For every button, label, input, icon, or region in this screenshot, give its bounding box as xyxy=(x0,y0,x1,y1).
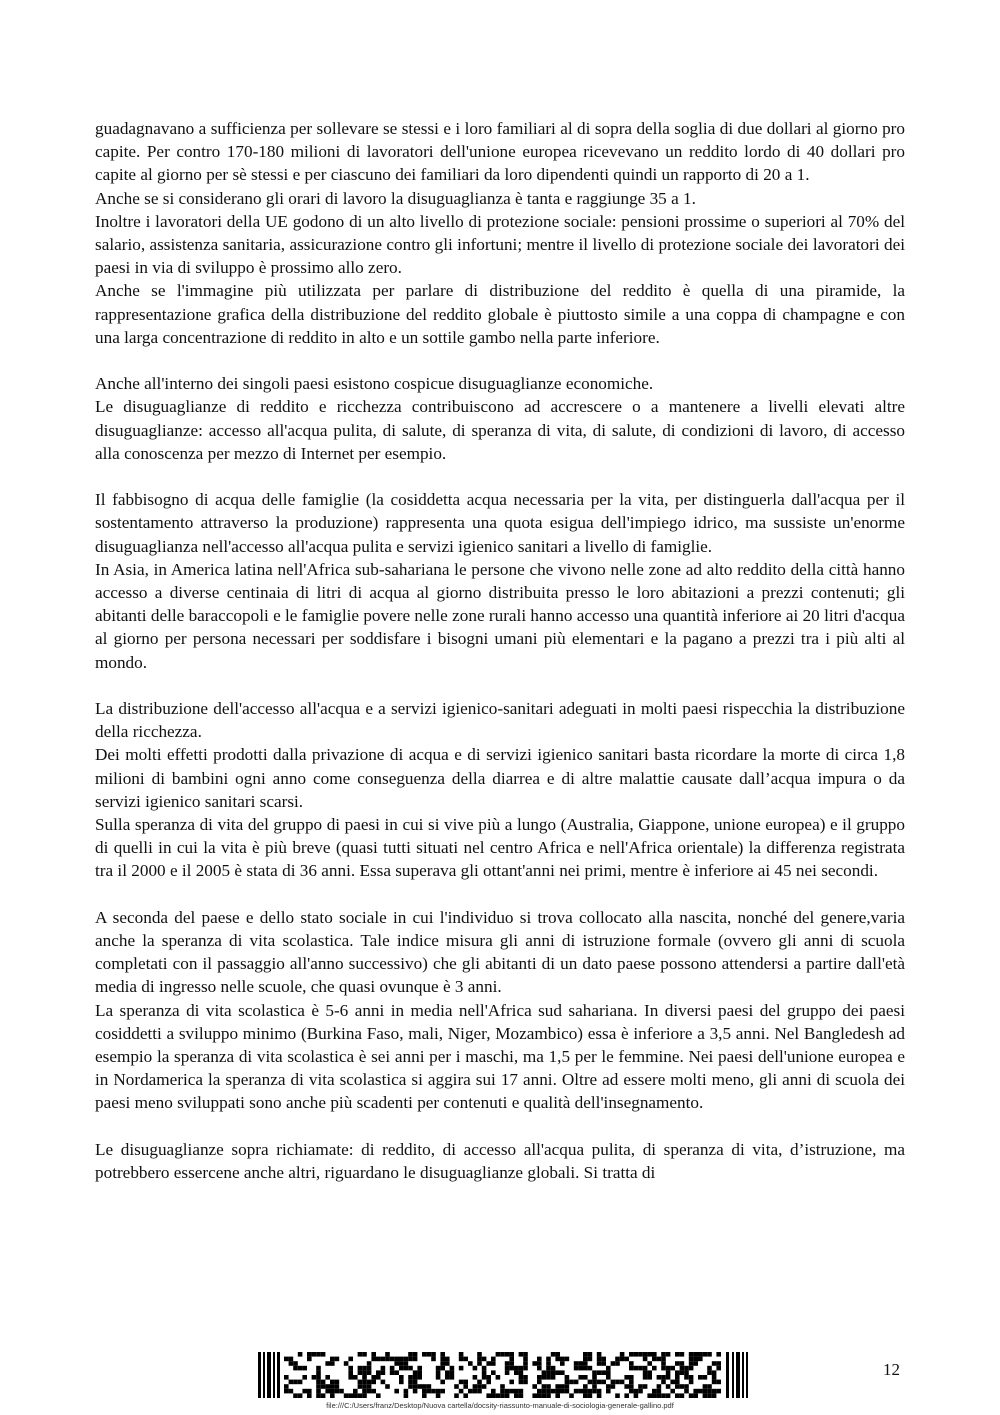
paragraph: Sulla speranza di vita del gruppo di paesi in cui si vive più a lungo (Australia, Giappone, unione europea) e il gruppo di quelli in cui la vita è più breve (quasi tutti situati nel centro Africa e nell'Africa orientale) la differenza registrata tra il 2000 e il 2005 è stata di 36 anni. Essa superava gli ottant'anni nei primi, mentre è inferiore ai 45 nei secondi. xyxy=(95,815,905,881)
paragraph: A seconda del paese e dello stato sociale in cui l'individuo si trova collocato alla nascita, nonché del genere,varia anche la speranza di vita scolastica. Tale indice misura gli anni di istruzione formale (ovvero gli anni di scuola completati con il passaggio all'anno successivo) che gli abitanti di un dato paese possono attendersi a partire dall'età media di ingresso nelle scuole, che quasi ovunque è 3 anni. xyxy=(95,907,905,997)
page-number: 12 xyxy=(883,1360,900,1379)
paragraph: La distribuzione dell'accesso all'acqua e a servizi igienico-sanitari adeguati in molti paesi rispecchia la distribuzione della ricchezza. xyxy=(95,699,905,742)
paragraph: guadagnavano a sufficienza per sollevare se stessi e i loro familiari al di sopra della soglia di due dollari al giorno pro capite. Per contro 170-180 milioni di lavoratori dell'unione europea ricevevano un reddito lordo di 40 dollari pro capite al giorno per sè stessi e per ciascuno dei familiari da loro dipendenti quindi un rapporto di 20 a 1. xyxy=(95,119,905,185)
paragraph: Le disuguaglianze di reddito e ricchezza contribuiscono ad accrescere o a mantenere a livelli elevati altre disuguaglianze: accesso all'acqua pulita, di salute, di speranza di vita, di salute, di condizioni di lavoro, di accesso alla conoscenza per mezzo di Internet per esempio. xyxy=(95,397,905,463)
paragraph: Anche all'interno dei singoli paesi esistono cospicue disuguaglianze economiche. xyxy=(95,374,654,394)
paragraph: Anche se l'immagine più utilizzata per parlare di distribuzione del reddito è quella di una piramide, la rappresentazione grafica della distribuzione del reddito globale è piuttosto simile a una coppa di champagne e con una larga concentrazione di reddito in alto e un sottile gambo nella parte inferiore. xyxy=(95,281,905,347)
barcode-icon xyxy=(258,1352,748,1398)
paragraph: Inoltre i lavoratori della UE godono di un alto livello di protezione sociale: pensioni prossime o superiori al 70% del salario, assistenza sanitaria, assicurazione contro gli infortuni; mentre il livello di protezione sociale dei lavoratori dei paesi in via di sviluppo è prossimo allo zero. xyxy=(95,211,905,278)
paragraph: Le disuguaglianze sopra richiamate: di reddito, di accesso all'acqua pulita, di speranza di vita, d’istruzione, ma potrebbero essercene anche altri, riguardano le disuguaglianze globali. Si tratta di xyxy=(95,1139,905,1183)
file-path: file:///C:/Users/franz/Desktop/Nuova cartella/docsity-riassunto-manuale-di-sociologia-generale-gallino.pdf xyxy=(326,1401,674,1410)
page-body xyxy=(95,117,905,1184)
paragraph: La speranza di vita scolastica è 5-6 anni in media nell'Africa sud sahariana. In diversi paesi del gruppo dei paesi cosiddetti a sviluppo minimo (Burkina Faso, mali, Niger, Mozambico) essa è inferiore a 3,5 anni. Nel Bangledesh ad esempio la speranza di vita scolastica è sei anni per i maschi, ma 1,5 per le femmine. Nei paesi dell'unione europea e in Nordamerica la speranza di vita scolastica si aggira sui 17 anni. Oltre ad essere molti meno, gli anni di scuola dei paesi meno sviluppati sono anche più scadenti per contenuti e qualità dell'insegnamento. xyxy=(95,1000,905,1113)
paragraph: Il fabbisogno di acqua delle famiglie (la cosiddetta acqua necessaria per la vita, per distinguerla dall'acqua per il sostentamento attraverso la produzione) rappresenta una quota esigua dell'impiego idrico, ma sussiste un'enorme disuguaglianza nell'accesso all'acqua pulita e servizi igienico sanitari a livello di famiglie. xyxy=(95,490,905,556)
paragraph: Anche se si considerano gli orari di lavoro la disuguaglianza è tanta e raggiunge 35 a 1. xyxy=(95,188,696,208)
paragraph: In Asia, in America latina nell'Africa sub-sahariana le persone che vivono nelle zone ad alto reddito della città hanno accesso a diverse centinaia di litri di acqua al giorno distribuita presso le loro abitazioni a prezzi contenuti; gli abitanti delle baraccopoli e le famiglie povere nelle zone rurali hanno accesso una quantità inferiore ai 20 litri d'acqua al giorno per persona necessari per soddisfare i bisogni umani più elementari e la pagano a prezzi tra i più alti al mondo. xyxy=(95,559,905,672)
paragraph: Dei molti effetti prodotti dalla privazione di acqua e di servizi igienico sanitari basta ricordare la morte di circa 1,8 milioni di bambini ogni anno come conseguenza della diarrea e di altre malattie causate dall’acqua impura o da servizi igienico sanitari scarsi. xyxy=(95,745,905,811)
